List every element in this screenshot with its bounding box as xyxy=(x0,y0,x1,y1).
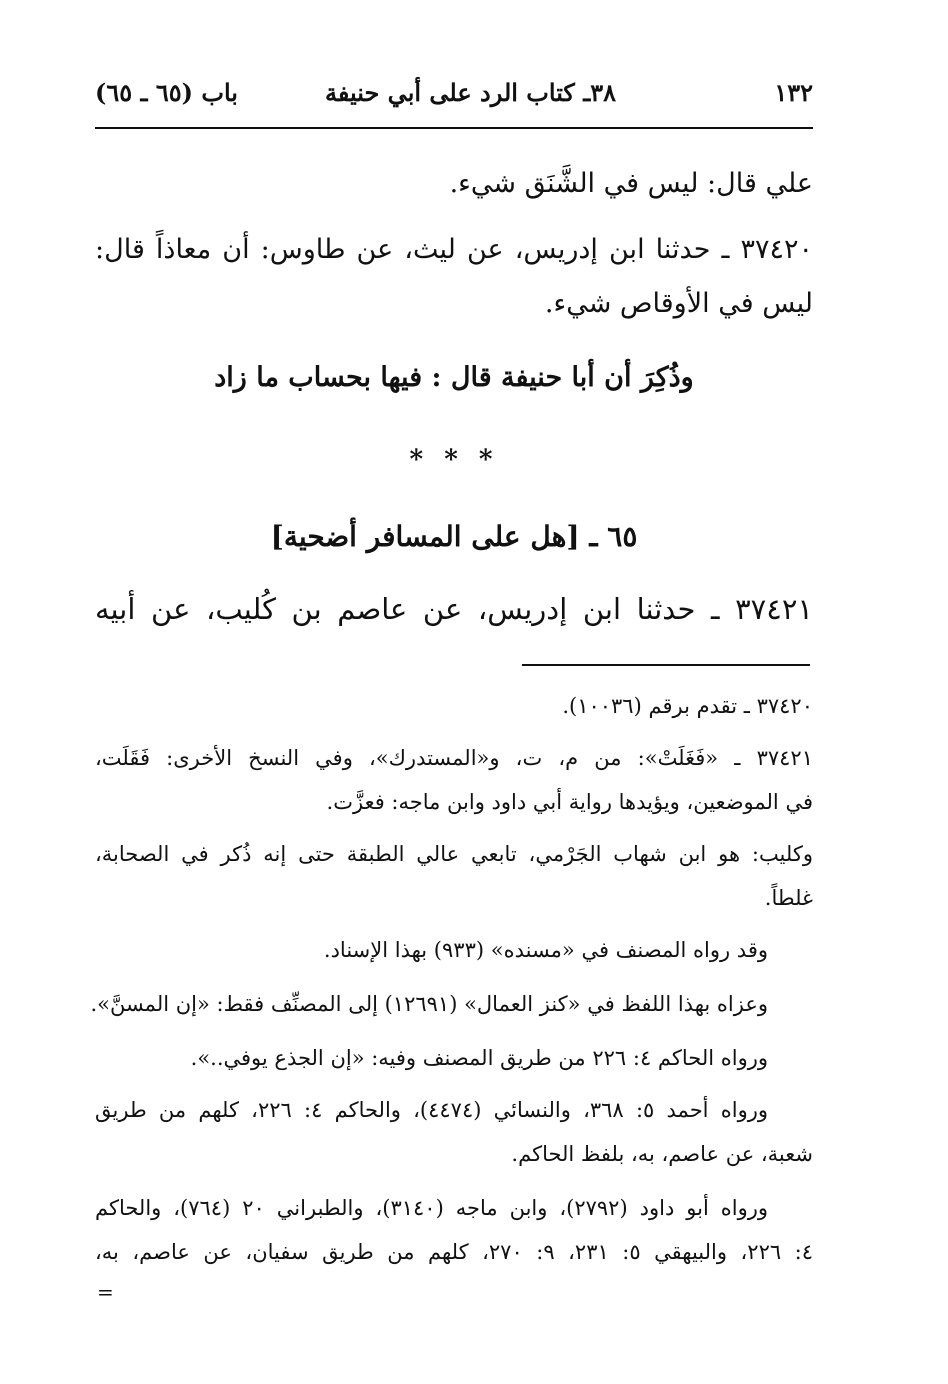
section-title: ٦٥ ـ [هل على المسافر أضحية] xyxy=(270,520,638,553)
body-line-1: علي قال: ليس في الشَّنَق شيء. xyxy=(449,168,813,199)
footnote-musnad: وقد رواه المصنف في «مسنده» (٩٣٣) بهذا الإسناد. xyxy=(323,938,768,962)
chapter-range: باب (٦٥ ـ ٦٥) xyxy=(95,78,238,107)
continuation-mark: = xyxy=(97,1280,114,1304)
running-header xyxy=(95,78,813,128)
footnote-kulayb-line-2: غلطاً. xyxy=(764,886,813,910)
footnote-abu-dawud-line-2: ٤: ٢٢٦، والبيهقي ٥: ٢٣١، ٩: ٢٧٠، كلهم من طريق سفيان، عن عاصم، به، xyxy=(95,1240,814,1264)
footnote-37421-line-1: ٣٧٤٢١ ـ «فَغَلَتْ»: من م، ت، و«المستدرك»، وفي النسخ الأخرى: فَقَلَت، xyxy=(95,746,813,770)
book-title: ٣٨ـ كتاب الرد على أبي حنيفة xyxy=(325,78,617,107)
footnote-ahmad-line-2: شعبة، عن عاصم، به، بلفظ الحاكم. xyxy=(511,1142,813,1166)
footnote-abu-dawud-line-1: ورواه أبو داود (٢٧٩٢)، وابن ماجه (٣١٤٠)، والطبراني ٢٠ (٧٦٤)، والحاكم xyxy=(95,1196,769,1220)
footnote-37420: ٣٧٤٢٠ ـ تقدم برقم (١٠٠٣٦). xyxy=(562,694,813,718)
footnote-separator xyxy=(522,664,810,666)
hadith-37420-line-2: ليس في الأوقاص شيء. xyxy=(544,288,813,319)
footnote-kanz: وعزاه بهذا اللفظ في «كنز العمال» (١٢٦٩١) إلى المصنِّف فقط: «إن المسنَّ». xyxy=(90,992,768,1016)
page-number: ١٣٢ xyxy=(774,78,813,107)
hadith-37420-line-1: ٣٧٤٢٠ ـ حدثنا ابن إدريس، عن ليث، عن طاوس: أن معاذاً قال: xyxy=(95,234,813,265)
separator-stars: * * * xyxy=(409,445,499,475)
abu-hanifa-note: وذُكِرَ أن أبا حنيفة قال : فيها بحساب ما زاد xyxy=(214,362,694,393)
footnote-kulayb-line-1: وكليب: هو ابن شهاب الجَرْمي، تابعي عالي الطبقة حتى إنه ذُكر في الصحابة، xyxy=(95,842,813,866)
footnote-ahmad-line-1: ورواه أحمد ٥: ٣٦٨، والنسائي (٤٤٧٤)، والحاكم ٤: ٢٢٦، كلهم من طريق xyxy=(95,1098,769,1122)
footnote-hakim: ورواه الحاكم ٤: ٢٢٦ من طريق المصنف وفيه: «إن الجذع يوفي..». xyxy=(190,1046,768,1070)
hadith-37421-line-1: ٣٧٤٢١ ـ حدثنا ابن إدريس، عن عاصم بن كُليب، عن أبيه xyxy=(95,592,813,626)
header-rule xyxy=(95,127,813,129)
footnote-37421-line-2: في الموضعين، ويؤيدها رواية أبي داود وابن ماجه: فعزَّت. xyxy=(326,790,813,814)
